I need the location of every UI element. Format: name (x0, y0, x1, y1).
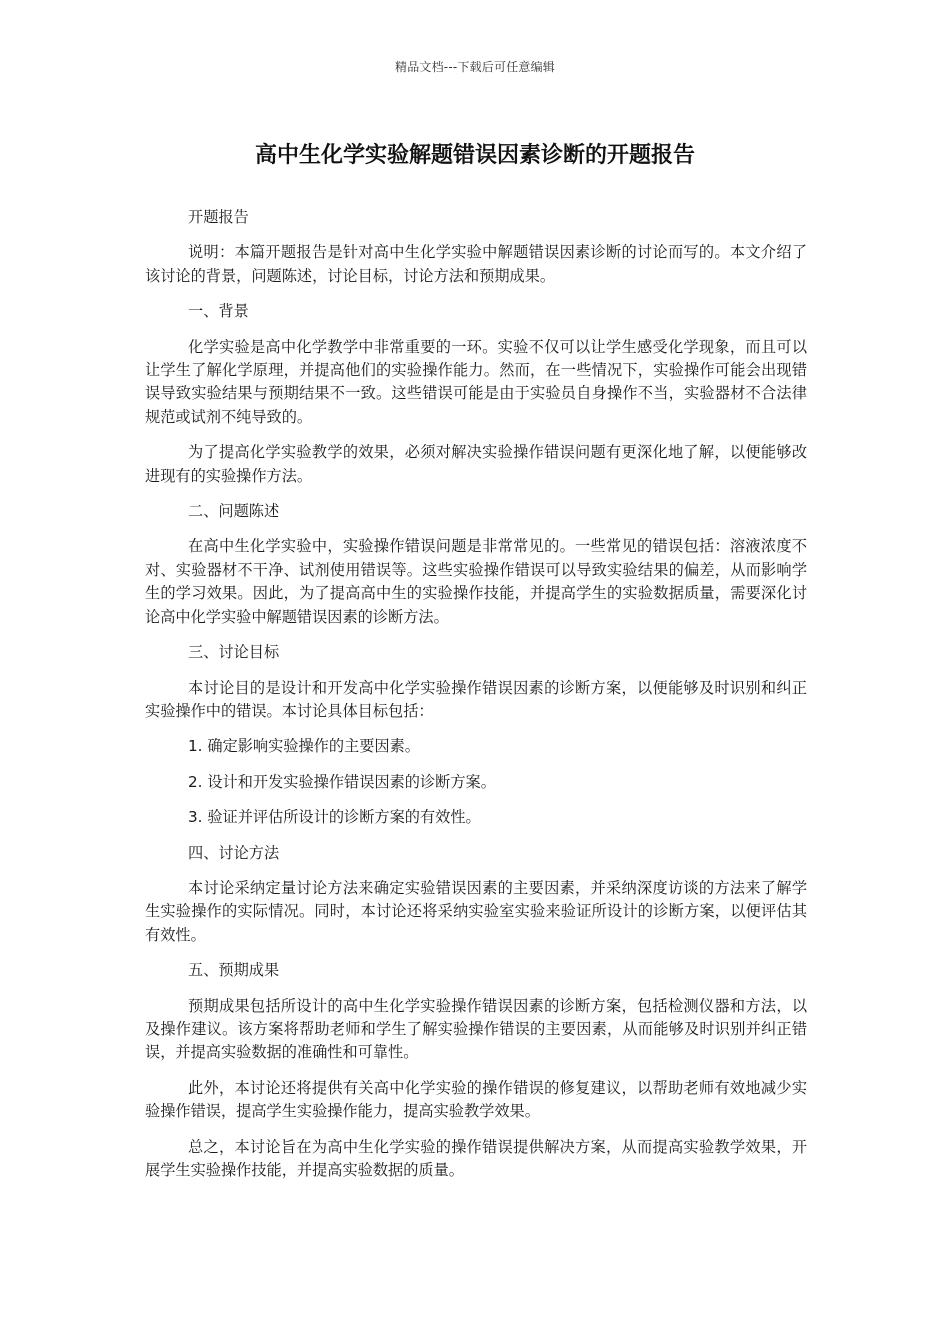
paragraph-methods: 本讨论采纳定量讨论方法来确定实验错误因素的主要因素，并采纳深度访谈的方法来了解学生实验操作的实际情况。同时，本讨论还将采纳实验室实验来验证所设计的诊断方案，以便评估其有效性。 (145, 878, 807, 944)
list-item-goal-2: 2. 设计和开发实验操作错误因素的诊断方案。 (188, 772, 496, 791)
section-heading-goals: 三、讨论目标 (188, 643, 280, 662)
section-heading-problem: 二、问题陈述 (188, 502, 280, 521)
paragraph-conclusion: 总之，本讨论旨在为高中生化学实验的操作错误提供解决方案，从而提高实验教学效果，开展学生实验操作技能，并提高实验数据的质量。 (145, 1137, 807, 1179)
paragraph-background-2: 为了提高化学实验教学的效果，必须对解决实验操作错误问题有更深化地了解，以便能够改进现有的实验操作方法。 (145, 443, 807, 485)
section-heading-background: 一、背景 (188, 302, 249, 321)
paragraph-outcomes-1: 预期成果包括所设计的高中生化学实验操作错误因素的诊断方案，包括检测仪器和方法，以及操作建议。该方案将帮助老师和学生了解实验操作错误的主要因素，从而能够及时识别并纠正错误，并提高实验数据的准确性和可靠性。 (145, 996, 807, 1062)
list-item-goal-3: 3. 验证并评估所设计的诊断方案的有效性。 (188, 808, 481, 827)
section-heading-methods: 四、讨论方法 (188, 843, 280, 862)
document-title: 高中生化学实验解题错误因素诊断的开题报告 (254, 143, 695, 168)
paragraph-outcomes-2: 此外，本讨论还将提供有关高中化学实验的操作错误的修复建议，以帮助老师有效地减少实验操作错误，提高学生实验操作能力，提高实验教学效果。 (145, 1078, 807, 1121)
paragraph-intro: 说明：本篇开题报告是针对高中生化学实验中解题错误因素诊断的讨论而写的。本文介绍了该讨论的背景，问题陈述，讨论目标，讨论方法和预期成果。 (145, 243, 807, 285)
section-heading-outcomes: 五、预期成果 (188, 961, 280, 980)
header-note: 精品文档---下载后可任意编辑 (395, 60, 555, 74)
paragraph-goals: 本讨论目的是设计和开发高中化学实验操作错误因素的诊断方案，以便能够及时识别和纠正实验操作中的错误。本讨论具体目标包括： (145, 678, 807, 720)
paragraph-label: 开题报告 (188, 208, 249, 226)
document-body (145, 206, 807, 1194)
paragraph-background-1: 化学实验是高中化学教学中非常重要的一环。实验不仅可以让学生感受化学现象，而且可以让学生了解化学原理，并提高他们的实验操作能力。然而，在一些情况下，实验操作可能会出现错误导致实验结果与预期结果不一致。这些错误可能是由于实验员自身操作不当，实验器材不合法律规范或试剂不纯导致的。 (145, 337, 807, 426)
list-item-goal-1: 1. 确定影响实验操作的主要因素。 (188, 737, 420, 756)
paragraph-problem: 在高中生化学实验中，实验操作错误问题是非常常见的。一些常见的错误包括：溶液浓度不对、实验器材不干净、试剂使用错误等。这些实验操作错误可以导致实验结果的偏差，从而影响学生的学习效果。因此，为了提高高中生的实验操作技能，并提高学生的实验数据质量，需要深化讨论高中化学实验中解题错误因素的诊断方法。 (145, 537, 807, 626)
